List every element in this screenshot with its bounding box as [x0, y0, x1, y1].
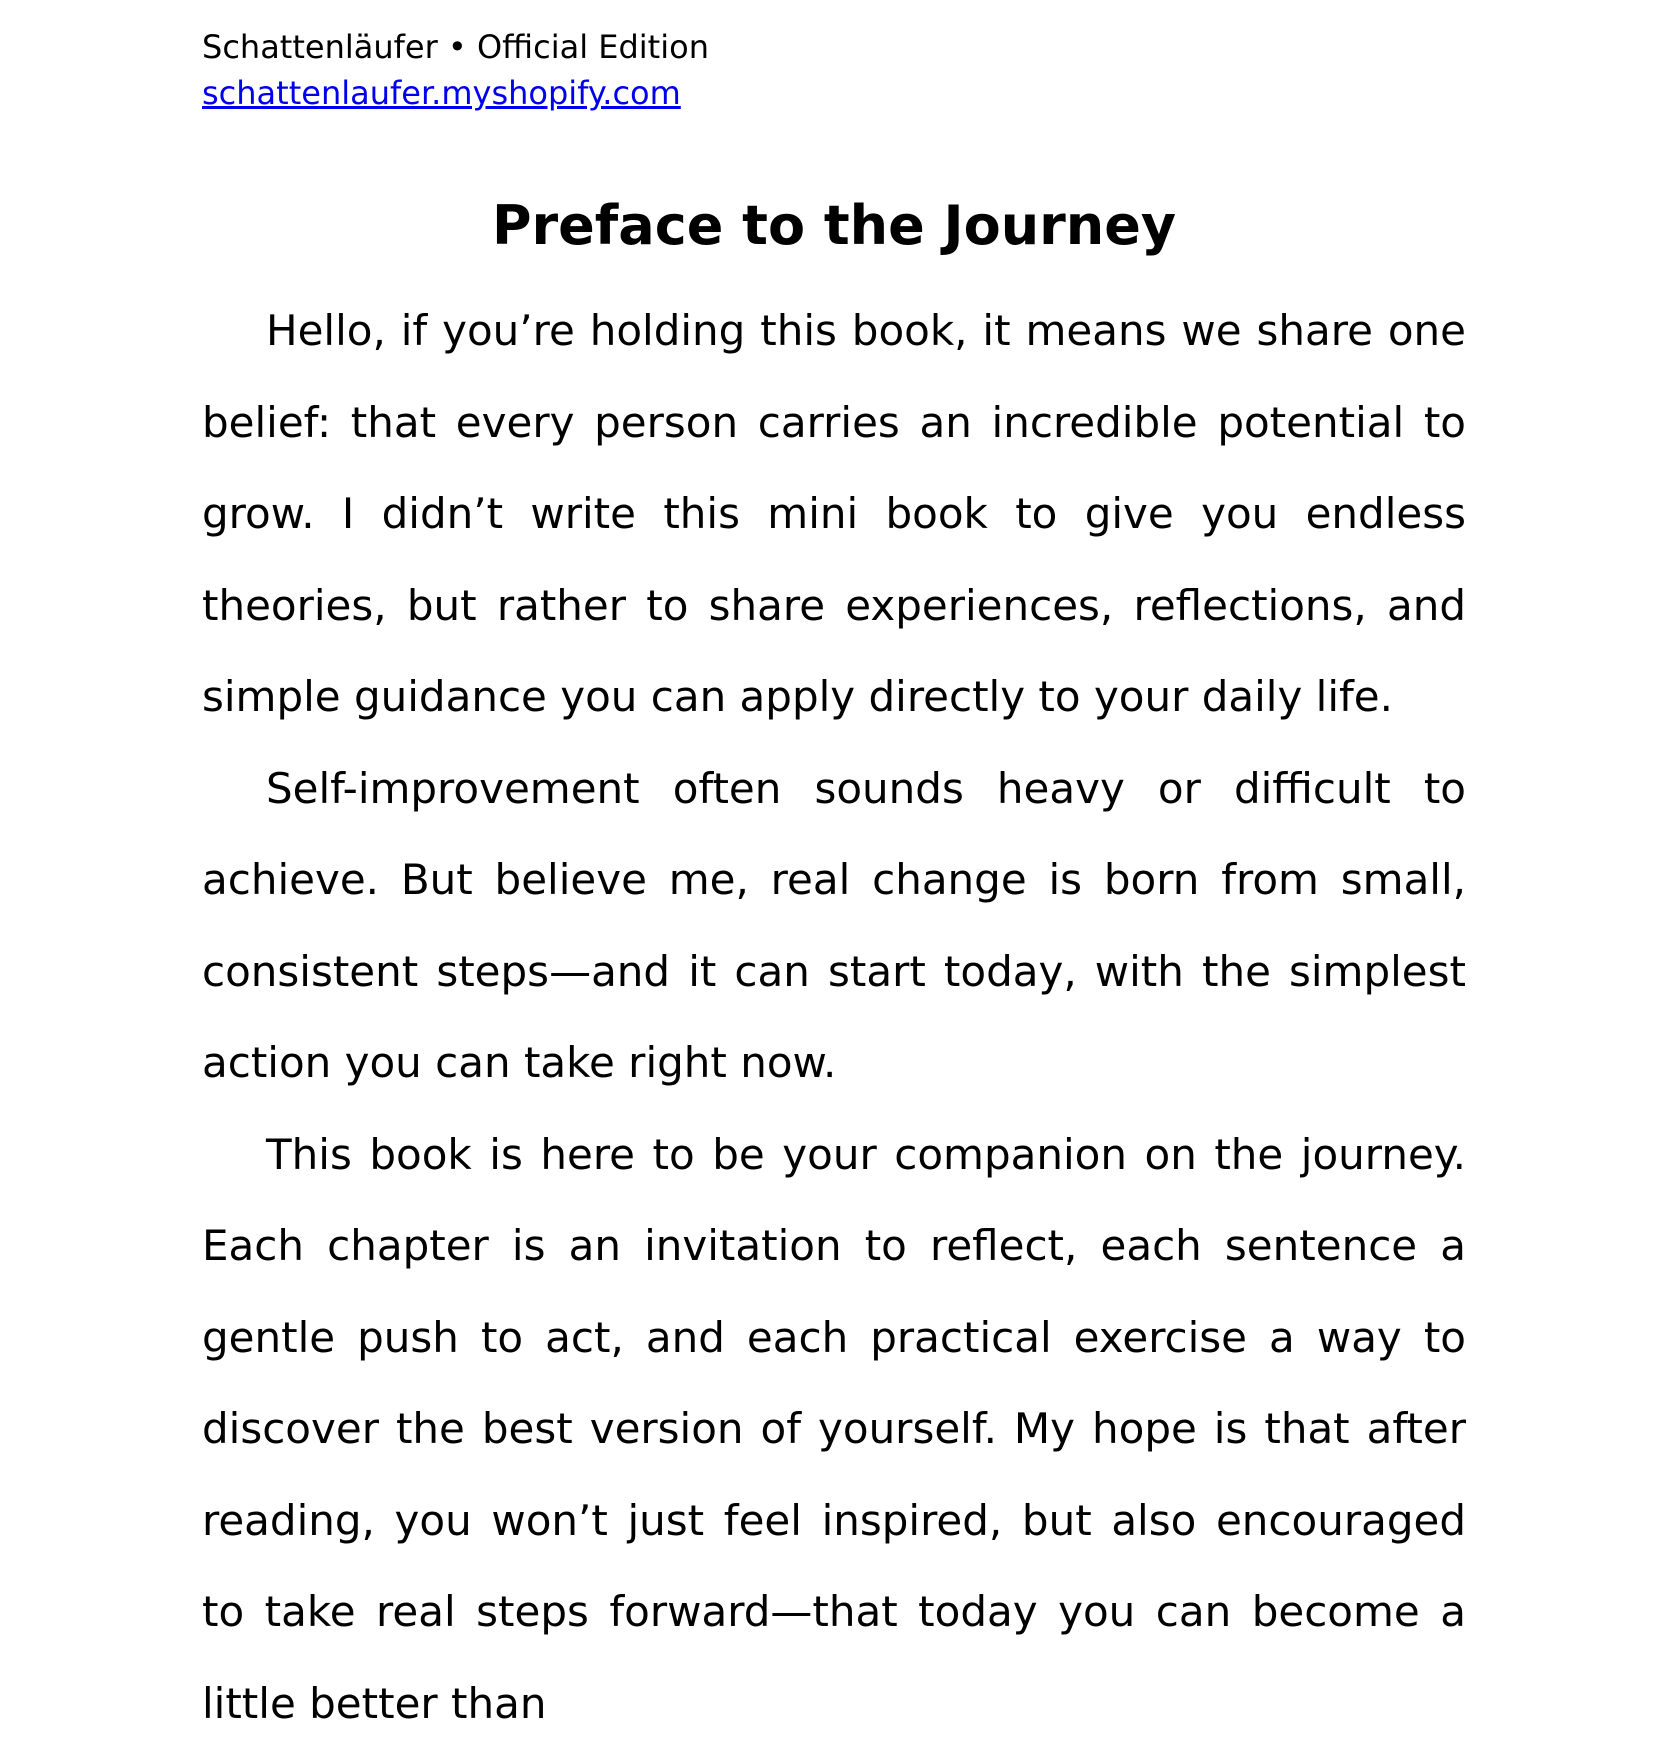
- paragraph-3: This book is here to be your companion on the journey. Each chapter is an invitation to reflect, each sentence a gentle push to act, and each practical exercise a way to discover the best version of yourself. My hope is that after reading, you won’t just feel inspired, but also encouraged to take real steps forward—that today you can become a little better than: [202, 1109, 1466, 1749]
- store-link[interactable]: schattenlaufer.myshopify.com: [202, 70, 709, 116]
- preface-body: [202, 285, 1466, 1749]
- page-header: [202, 24, 709, 116]
- paragraph-2: Self-improvement often sounds heavy or difficult to achieve. But believe me, real change is born from small, consistent steps—and it can start today, with the simplest action you can take right now.: [202, 743, 1466, 1109]
- paragraph-1: Hello, if you’re holding this book, it means we share one belief: that every person carries an incredible potential to grow. I didn’t write this mini book to give you endless theories, but rather to share experiences, reflections, and simple guidance you can apply directly to your daily life.: [202, 285, 1466, 743]
- brand-line: Schattenläufer • Official Edition: [202, 24, 709, 70]
- page-title: Preface to the Journey: [202, 186, 1466, 266]
